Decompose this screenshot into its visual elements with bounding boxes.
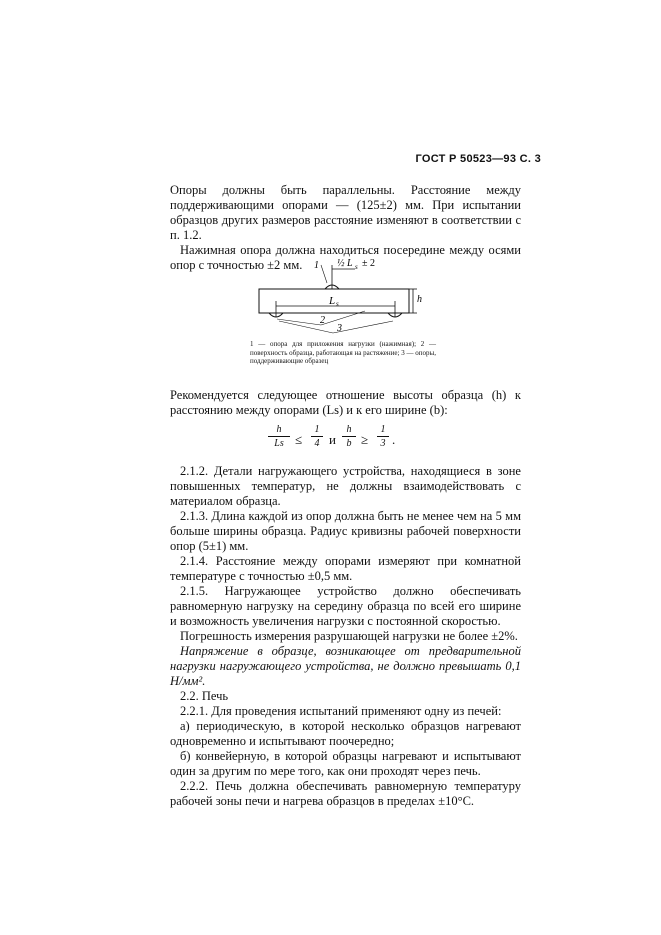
paragraph-supports: Опоры должны быть параллельны. Расстояние между поддерживающими опорами — (125±2) мм. При испытании образцов других размеров расстояние изменяют в соответствии с п. 1.2.	[170, 183, 521, 242]
fraction-one-third: 1 3	[377, 423, 389, 450]
list-item-conveyor: б) конвейерную, в которой образцы нагревают и испытывают один за другим по мере того, как они проходят через печь.	[170, 749, 521, 778]
paragraph-2-1-5: 2.1.5. Нагружающее устройство должно обеспечивать равномерную нагрузку на середину образца по всей его ширине и возможность увеличения нагрузки с постоянной скоростью.	[170, 584, 521, 628]
label-half-span-sub: s	[355, 263, 358, 271]
main-text	[170, 464, 521, 809]
paragraph-2-2-1: 2.2.1. Для проведения испытаний применяют одну из печей:	[180, 704, 502, 718]
fraction-h-b: h b	[342, 423, 356, 450]
label-2: 2	[320, 315, 325, 326]
list-item-periodic: а) периодическую, в которой несколько образцов нагревают одновременно и испытывают поочередно;	[170, 719, 521, 748]
ratio-intro	[170, 388, 521, 418]
op-greater-equal: ≥	[361, 432, 369, 447]
paragraph-2-2-2: 2.2.2. Печь должна обеспечивать равномерную температуру рабочей зоны печи и нагрева образцов в пределах ±10°С.	[170, 779, 521, 808]
page-header: ГОСТ Р 50523—93 С. 3	[415, 153, 541, 165]
paragraph-2-1-3: 2.1.3. Длина каждой из опор должна быть не менее чем на 5 мм больше ширины образца. Радиус кривизны рабочей поверхности опор (5±1) мм.	[170, 509, 521, 553]
op-and: и	[329, 432, 336, 447]
ratio-formula	[268, 423, 408, 459]
paragraph-2-1-4: 2.1.4. Расстояние между опорами измеряют при комнатной температуре с точностью ±0,5 мм.	[170, 554, 521, 583]
paragraph-load-error: Погрешность измерения разрушающей нагрузки не более ±2%.	[180, 629, 518, 643]
label-span: L	[329, 295, 336, 307]
label-3: 3	[337, 323, 342, 334]
label-half-span: ½ L	[337, 258, 353, 269]
fraction-h-ls: h Ls	[268, 423, 290, 450]
specimen-diagram	[255, 255, 425, 335]
label-h: h	[417, 294, 422, 305]
section-2-2-title: 2.2. Печь	[180, 689, 229, 703]
label-1: 1	[314, 260, 319, 271]
label-tolerance: ± 2	[362, 258, 375, 269]
paragraph-ratio: Рекомендуется следующее отношение высоты образца (h) к расстоянию между опорами (Ls) и к его ширине (b):	[170, 388, 521, 417]
paragraph-stress-note: Напряжение в образце, возникающее от предварительной нагрузки нагружающего устройства, не должно превышать 0,1 Н/мм².	[170, 644, 521, 688]
paragraph-2-1-2: 2.1.2. Детали нагружающего устройства, находящиеся в зоне повышенных температур, не должны взаимодействовать с материалом образца.	[170, 464, 521, 508]
op-less-equal: ≤	[295, 432, 303, 447]
label-span-sub: s	[336, 300, 339, 308]
formula-period: .	[392, 432, 396, 447]
paragraph-pressing-support: Нажимная опора должна находиться посередине между осями опор с точностью ±2 мм.	[170, 243, 521, 272]
figure-caption: 1 — опора для приложения нагрузки (нажимная); 2 — поверхность образца, работающая на растяжение; 3 — опоры, поддерживающие образец	[250, 340, 436, 365]
fraction-one-quarter: 1 4	[311, 423, 323, 450]
